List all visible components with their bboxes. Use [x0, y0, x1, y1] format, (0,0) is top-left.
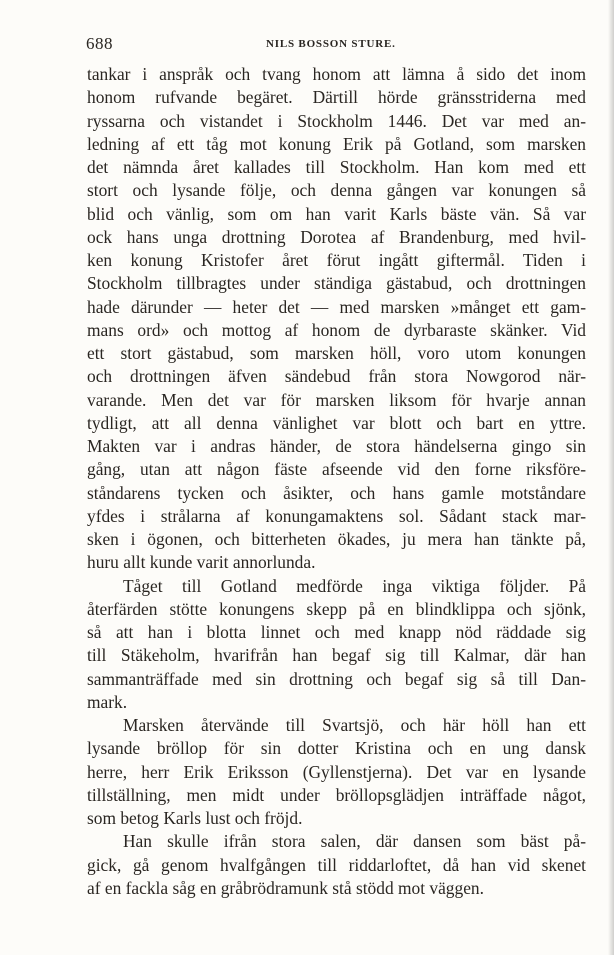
- text-line: ken konung Kristofer året förut ingått giftermål. Tiden i: [87, 250, 586, 270]
- text-line: det nämnda året kallades till Stockholm. Han kom med ett: [87, 157, 586, 177]
- text-line: ståndarens tycken och åsikter, och hans gamle motståndare: [87, 482, 586, 503]
- text-line: blid och vänlig, som om han varit Karls bäste vän. Så var: [87, 203, 586, 224]
- text-line: af en fackla såg en gråbrödramunk stå stödd mot väggen.: [87, 877, 484, 898]
- text-line: gång, utan att någon fäste afseende vid den forne riksföre-: [87, 459, 586, 480]
- text-line: Makten var i andras händer, de stora händelserna gingo sin: [87, 436, 586, 456]
- text-line: sammanträffade med sin drottning och begaf sig så till Dan-: [87, 668, 586, 689]
- text-line: Stockholm tillbragtes under ständiga gästabud, och drottningen: [87, 273, 586, 294]
- text-line: Tåget till Gotland medförde inga viktiga följder. På: [123, 575, 586, 596]
- text-line: tankar i anspråk och tvang honom att lämna å sido det inom: [87, 64, 586, 84]
- text-line: huru allt kunde varit annorlunda.: [87, 552, 316, 573]
- text-line: ryssarna och vistandet i Stockholm 1446. Det var med an-: [87, 110, 586, 131]
- text-line: tillställning, men midt under bröllopsglädjen inträffade något,: [87, 784, 586, 805]
- text-line: mans ord» och mottog af honom de dyrbaraste skänker. Vid: [87, 319, 586, 340]
- page-number: 688: [86, 34, 113, 53]
- page-edge-shadow: [608, 0, 614, 955]
- text-line: tydligt, att all denna vänlighet var blott och bart en yttre.: [87, 412, 586, 433]
- text-line: återfärden stötte konungens skepp på en blindklippa och sjönk,: [87, 598, 586, 619]
- text-line: ett stort gästabud, som marsken höll, voro utom konungen: [87, 343, 586, 363]
- text-line: som betog Karls lust och fröjd.: [87, 808, 303, 828]
- text-line: sken i ögonen, och bitterheten ökades, ju mera han tänkte på,: [87, 529, 586, 549]
- text-line: ledning af ett tåg mot konung Erik på Gotland, som marsken: [87, 133, 586, 154]
- text-line: honom rufvande begäret. Därtill hörde gränsstriderna med: [87, 87, 586, 108]
- text-line: hade därunder — heter det — med marsken »månget ett gam-: [87, 296, 586, 317]
- text-line: yfdes i strålarna af konungamaktens sol. Sådant stack mar-: [87, 505, 586, 526]
- running-title: NILS BOSSON STURE.: [266, 38, 396, 50]
- text-line: mark.: [87, 691, 128, 712]
- page-header: [86, 34, 584, 56]
- text-line: herre, herr Erik Eriksson (Gyllenstjerna). Det var en lysande: [87, 761, 586, 782]
- text-line: stort och lysande följe, och denna gången var konungen så: [87, 180, 586, 201]
- text-line: ock hans unga drottning Dorotea af Brandenburg, med hvil-: [87, 226, 586, 247]
- body-text: [87, 63, 586, 900]
- text-line: lysande bröllop för sin dotter Kristina och en ung dansk: [87, 738, 586, 759]
- text-line: Han skulle ifrån stora salen, där dansen som bäst på-: [123, 831, 586, 852]
- text-line: varande. Men det var för marsken liksom för hvarje annan: [87, 389, 586, 410]
- text-line: till Stäkeholm, hvarifrån han begaf sig till Kalmar, där han: [87, 645, 586, 666]
- text-line: gick, gå genom hvalfgången till riddarloftet, då han vid skenet: [87, 854, 586, 875]
- text-line: så att han i blotta linnet och med knapp nöd räddade sig: [87, 622, 586, 642]
- text-line: och drottningen äfven sändebud från stora Nowgorod när-: [87, 366, 586, 387]
- text-line: Marsken återvände till Svartsjö, och här höll han ett: [123, 715, 586, 735]
